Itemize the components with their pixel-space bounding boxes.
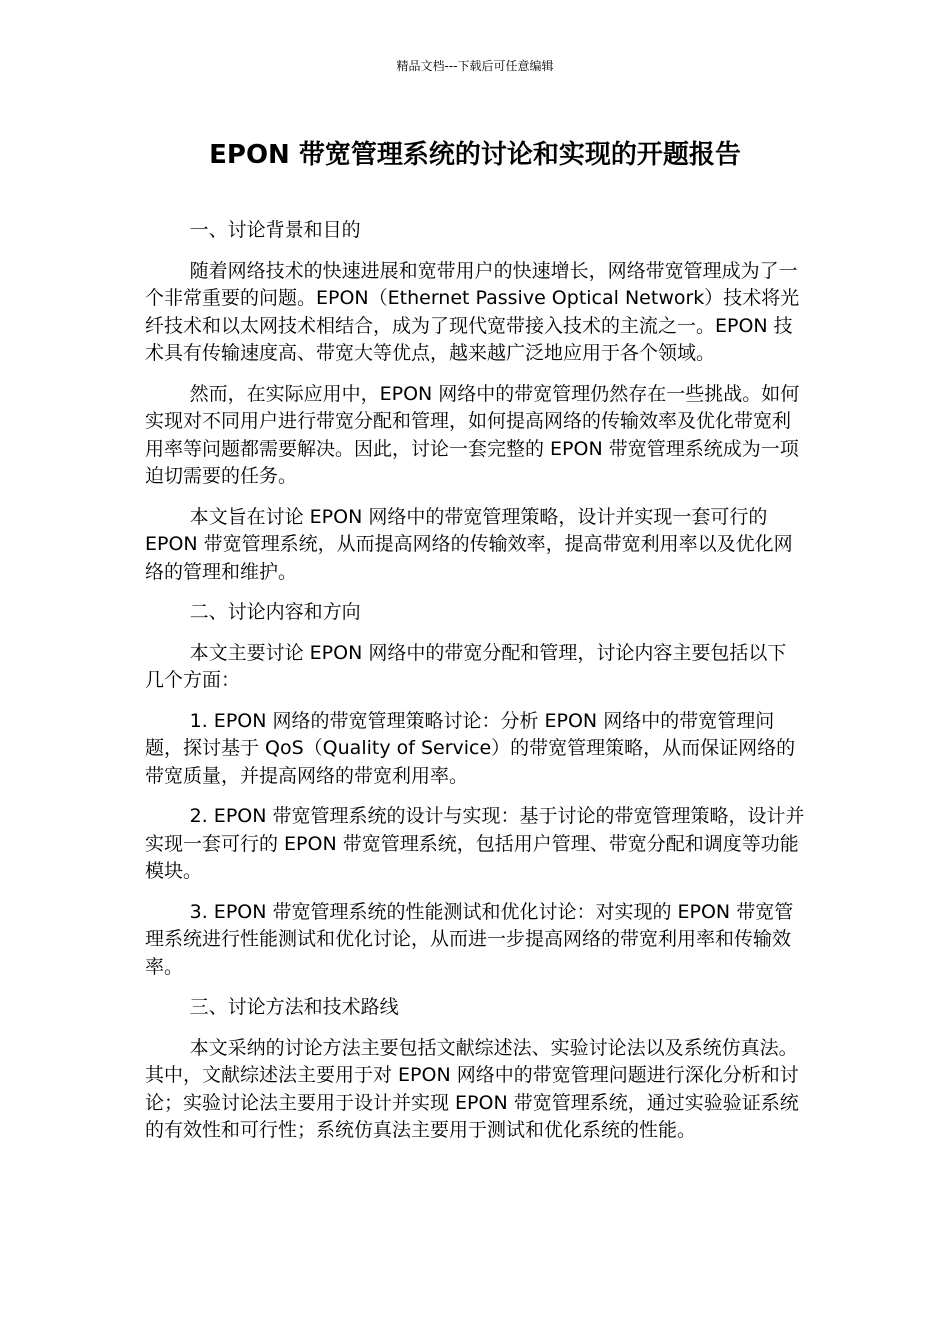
list-item: 1. EPON 网络的带宽管理策略讨论：分析 EPON 网络中的带宽管理问题，探讨基于 QoS（Quality of Service）的带宽管理策略，从而保证网络的带宽质量，并提高网络的带宽利用率。 <box>145 709 796 787</box>
list-item: 2. EPON 带宽管理系统的设计与实现：基于讨论的带宽管理策略，设计并实现一套可行的 EPON 带宽管理系统，包括用户管理、带宽分配和调度等功能模块。 <box>145 805 805 882</box>
section-heading: 二、讨论内容和方向 <box>189 601 361 623</box>
list-item: 3. EPON 带宽管理系统的性能测试和优化讨论：对实现的 EPON 带宽管理系统进行性能测试和优化讨论，从而进一步提高网络的带宽利用率和传输效率。 <box>145 900 794 978</box>
document-body <box>145 217 805 1158</box>
paragraph: 本文旨在讨论 EPON 网络中的带宽管理策略，设计并实现一套可行的 EPON 带宽管理系统，从而提高网络的传输效率，提高带宽利用率以及优化网络的管理和维护。 <box>145 505 793 583</box>
paragraph: 随着网络技术的快速进展和宽带用户的快速增长，网络带宽管理成为了一个非常重要的问题。EPON（Ethernet Passive Optical Network）技术将光纤技术和以太网技术相结合，成为了现代宽带接入技术的主流之一。EPON 技术具有传输速度高、带宽大等优点，越来越广泛地应用于各个领域。 <box>145 259 800 364</box>
paragraph: 本文主要讨论 EPON 网络中的带宽分配和管理，讨论内容主要包括以下几个方面： <box>145 641 787 691</box>
section-heading: 一、讨论背景和目的 <box>189 219 361 241</box>
header-note: 精品文档---下载后可任意编辑 <box>396 59 554 73</box>
paragraph: 本文采纳的讨论方法主要包括文献综述法、实验讨论法以及系统仿真法。其中，文献综述法主要用于对 EPON 网络中的带宽管理问题进行深化分析和讨论；实验讨论法主要用于设计并实现 EPON 带宽管理系统，通过实验验证系统的有效性和可行性；系统仿真法主要用于测试和优化系统的性能。 <box>145 1036 799 1141</box>
document-title: EPON 带宽管理系统的讨论和实现的开题报告 <box>209 140 741 170</box>
paragraph: 然而，在实际应用中，EPON 网络中的带宽管理仍然存在一些挑战。如何实现对不同用户进行带宽分配和管理，如何提高网络的传输效率及优化带宽利用率等问题都需要解决。因此，讨论一套完整的 EPON 带宽管理系统成为一项迫切需要的任务。 <box>145 382 800 487</box>
section-heading: 三、讨论方法和技术路线 <box>189 996 399 1018</box>
